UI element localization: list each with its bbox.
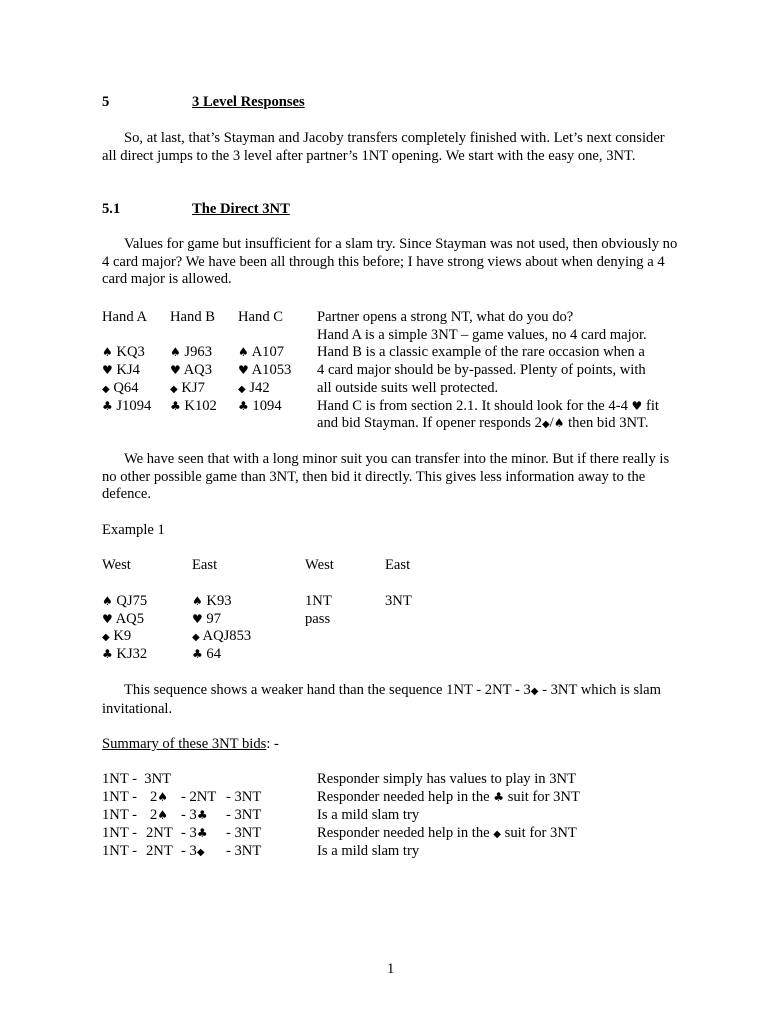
summary-bid: - 3NT: [226, 843, 262, 859]
spade-icon: ♠: [553, 416, 565, 430]
bid-west-2: pass: [305, 611, 331, 627]
club-icon: ♣: [170, 399, 181, 413]
summary-row: 1NT -: [102, 825, 137, 841]
diamond-icon: ◆: [170, 384, 178, 395]
hand-c-hearts: ♥ A1053: [238, 362, 292, 378]
summary-bid: - 3♣: [181, 807, 208, 823]
hand-c-clubs: ♣ 1094: [238, 398, 282, 414]
west-clubs: ♣ KJ32: [102, 646, 148, 662]
diamond-icon: ◆: [102, 632, 110, 643]
summary-meaning: Responder needed help in the ♣ suit for 3NT: [317, 789, 580, 805]
club-icon: ♣: [196, 826, 208, 840]
hand-c-header: Hand C: [238, 309, 283, 325]
summary-bid: - 3NT: [226, 807, 262, 823]
heart-icon: ♥: [192, 612, 203, 626]
hand-a-diamonds: ◆ Q64: [102, 380, 139, 396]
club-icon: ♣: [102, 647, 113, 661]
club-icon: ♣: [238, 399, 249, 413]
hand-a-clubs: ♣ J1094: [102, 398, 152, 414]
hand-b-spades: ♠ J963: [170, 344, 212, 360]
club-icon: ♣: [493, 790, 505, 804]
hand-a-hearts: ♥ KJ4: [102, 362, 140, 378]
note-line: Hand A is a simple 3NT – game values, no 4 card major.: [317, 327, 647, 343]
summary-bid: - 3◆: [181, 843, 205, 859]
summary-bid: - 3NT: [226, 825, 262, 841]
hand-a-header: Hand A: [102, 309, 147, 325]
note-line: Partner opens a strong NT, what do you do?: [317, 309, 574, 325]
club-icon: ♣: [196, 808, 208, 822]
summary-bid: 2♠: [150, 789, 169, 805]
section-number: 5: [102, 94, 110, 110]
note-line: 4 card major should be by-passed. Plenty of points, with: [317, 362, 646, 378]
summary-heading: Summary of these 3NT bids: -: [102, 736, 279, 752]
hand-a-spades: ♠ KQ3: [102, 344, 145, 360]
bidding-east-header: East: [385, 557, 411, 573]
summary-row: 1NT -: [102, 789, 137, 805]
note-line: Hand C is from section 2.1. It should look for the 4-4 ♥ fit: [317, 398, 659, 414]
subsection-title: The Direct 3NT: [192, 201, 290, 217]
summary-meaning: Is a mild slam try: [317, 807, 420, 823]
summary-bid: 2♠: [150, 807, 169, 823]
bidding-west-header: West: [305, 557, 334, 573]
diamond-icon: ◆: [192, 632, 200, 643]
diamond-icon: ◆: [102, 384, 110, 395]
club-icon: ♣: [102, 399, 113, 413]
hand-b-clubs: ♣ K102: [170, 398, 217, 414]
note-line: Hand B is a classic example of the rare occasion when a: [317, 344, 645, 360]
page-number: 1: [387, 961, 395, 977]
diamond-icon: ◆: [541, 419, 550, 430]
summary-bid: - 2NT: [181, 789, 217, 805]
spade-icon: ♠: [238, 345, 249, 359]
diamond-icon: ◆: [238, 384, 246, 395]
bid-east-1: 3NT: [385, 593, 412, 609]
spade-icon: ♠: [157, 808, 169, 822]
west-hearts: ♥ AQ5: [102, 611, 144, 627]
hand-c-spades: ♠ A107: [238, 344, 285, 360]
summary-meaning: Is a mild slam try: [317, 843, 420, 859]
hand-b-diamonds: ◆ KJ7: [170, 380, 205, 396]
spade-icon: ♠: [102, 345, 113, 359]
summary-row: 1NT -: [102, 843, 137, 859]
east-clubs: ♣ 64: [192, 646, 222, 662]
subsection-number: 5.1: [102, 201, 121, 217]
summary-row: 1NT -: [102, 807, 137, 823]
paragraph-1: Values for game but insufficient for a slam try. Since Stayman was not used, then obviously no 4 card major? We have been all through this before; I have strong views about when denying a 4 card major is allowed.: [102, 236, 678, 288]
diamond-icon: ◆: [493, 829, 501, 840]
west-diamonds: ◆ K9: [102, 628, 132, 644]
spade-icon: ♠: [102, 594, 113, 608]
hand-c-diamonds: ◆ J42: [238, 380, 270, 396]
summary-bid: - 3NT: [226, 789, 262, 805]
heart-icon: ♥: [102, 363, 113, 377]
hand-b-header: Hand B: [170, 309, 215, 325]
east-diamonds: ◆ AQJ853: [192, 628, 252, 644]
spade-icon: ♠: [192, 594, 203, 608]
summary-bid: 2NT: [146, 843, 173, 859]
bid-west-1: 1NT: [305, 593, 332, 609]
summary-meaning: Responder needed help in the ◆ suit for 3NT: [317, 825, 577, 841]
heart-icon: ♥: [238, 363, 249, 377]
summary-meaning: Responder simply has values to play in 3NT: [317, 771, 577, 787]
section-title: 3 Level Responses: [192, 94, 305, 110]
example-west-header: West: [102, 557, 131, 573]
east-hearts: ♥ 97: [192, 611, 222, 627]
diamond-icon: ◆: [530, 686, 539, 697]
club-icon: ♣: [192, 647, 203, 661]
heart-icon: ♥: [631, 399, 643, 413]
hand-b-hearts: ♥ AQ3: [170, 362, 212, 378]
east-spades: ♠ K93: [192, 593, 232, 609]
heart-icon: ♥: [170, 363, 181, 377]
note-line: all outside suits well protected.: [317, 380, 499, 396]
heart-icon: ♥: [102, 612, 113, 626]
spade-icon: ♠: [157, 790, 169, 804]
summary-bid: - 3♣: [181, 825, 208, 841]
spade-icon: ♠: [170, 345, 181, 359]
example-label: Example 1: [102, 522, 165, 538]
intro-paragraph: So, at last, that’s Stayman and Jacoby transfers completely finished with. Let’s next consider all direct jumps to the 3 level after partner’s 1NT opening. We start with the easy one, 3NT.: [102, 130, 665, 164]
example-east-header: East: [192, 557, 218, 573]
paragraph-3: This sequence shows a weaker hand than the sequence 1NT - 2NT - 3◆ - 3NT which is slam invitational.: [102, 682, 662, 717]
west-spades: ♠ QJ75: [102, 593, 148, 609]
summary-bid: 2NT: [146, 825, 173, 841]
paragraph-2: We have seen that with a long minor suit you can transfer into the minor. But if there really is no other possible game than 3NT, then bid it directly. This gives less information away to the defence.: [102, 451, 670, 503]
note-line: and bid Stayman. If opener responds 2◆/♠ then bid 3NT.: [317, 415, 649, 431]
diamond-icon: ◆: [196, 847, 205, 858]
summary-row: 1NT - 3NT: [102, 771, 172, 787]
